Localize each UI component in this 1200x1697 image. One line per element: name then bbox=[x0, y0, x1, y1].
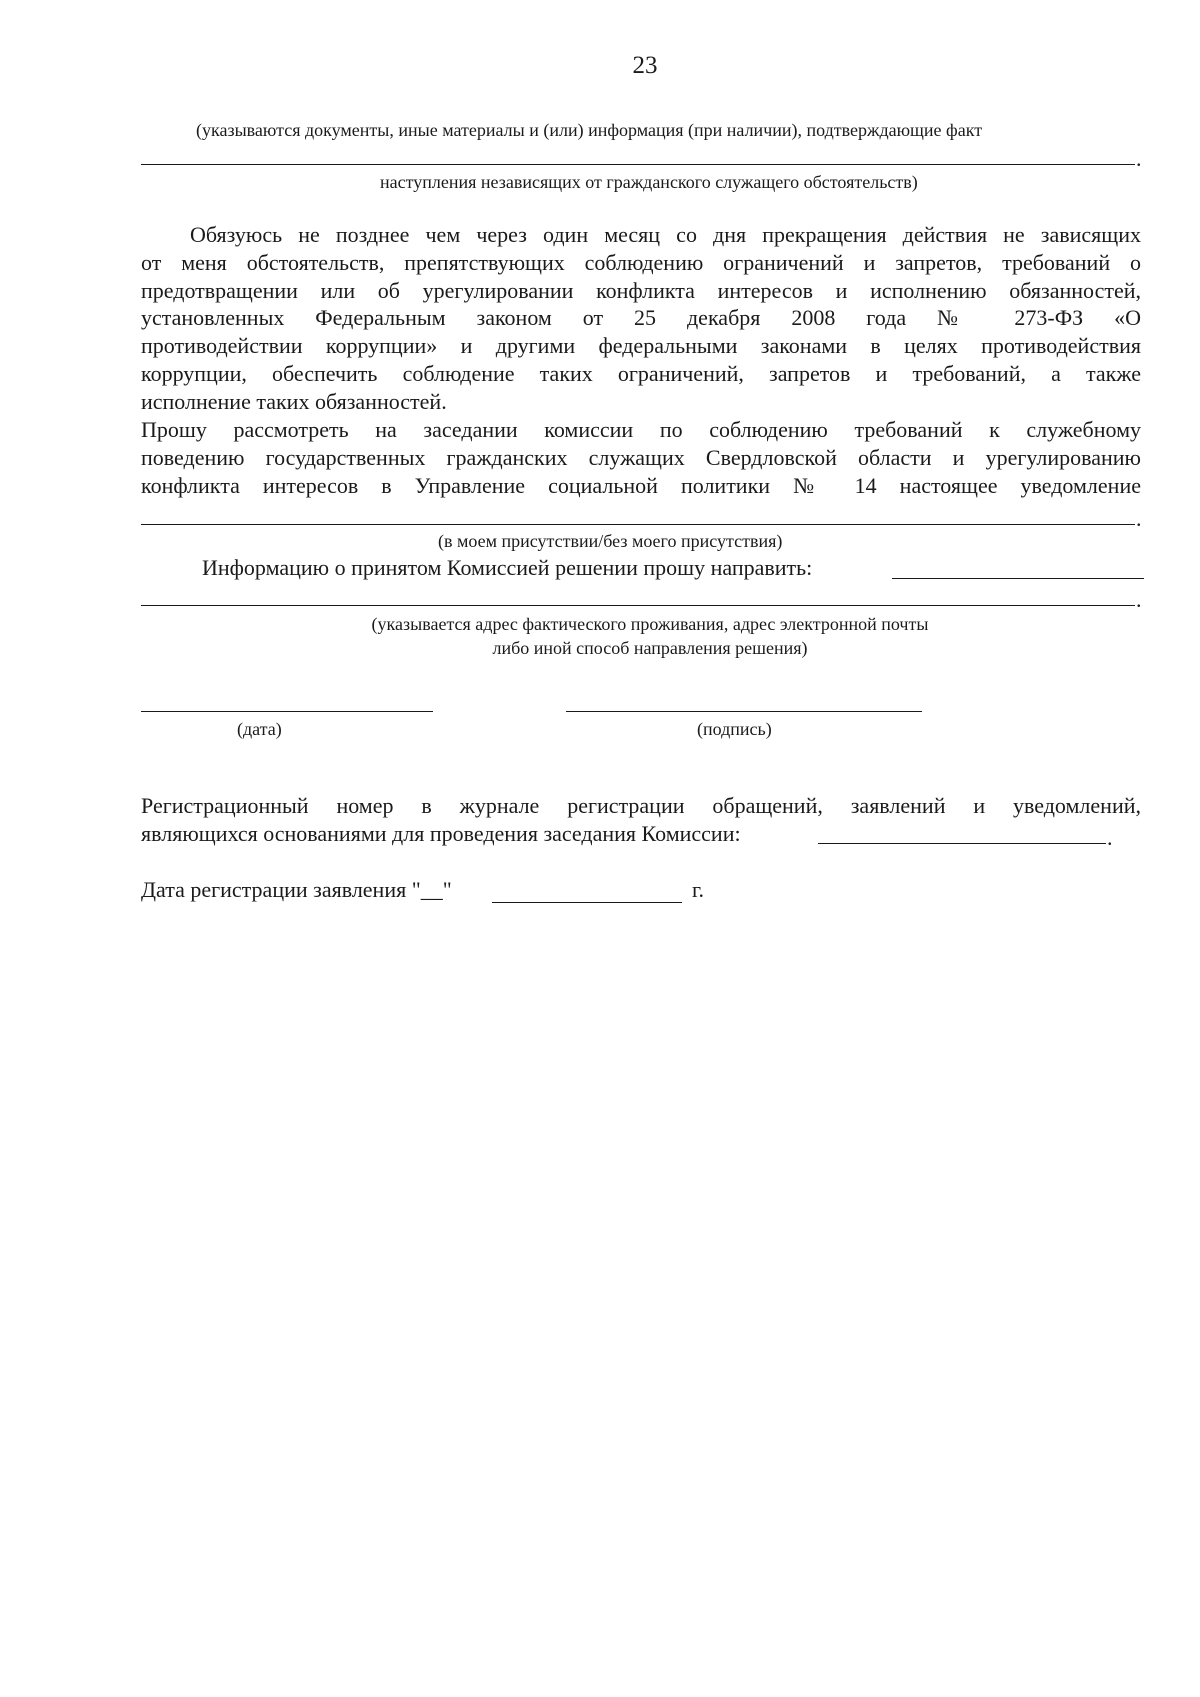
request-line: конфликта интересов в Управление социальной политики № 14 настоящее уведомление bbox=[141, 472, 1141, 498]
registration-line: являющихся основаниями для проведения заседания Комиссии: bbox=[141, 820, 741, 846]
blank-line-presence[interactable] bbox=[141, 524, 1135, 525]
obligation-line: от меня обстоятельств, препятствующих соблюдению ограничений и запретов, требований о bbox=[141, 249, 1141, 275]
decision-request: Информацию о принятом Комиссией решении прошу направить: bbox=[202, 555, 813, 580]
blank-line-registration-number[interactable] bbox=[818, 843, 1106, 844]
obligation-line: установленных Федеральным законом от 25 декабря 2008 года № 273-ФЗ «О bbox=[141, 305, 1141, 331]
caption-presence: (в моем присутствии/без моего присутствия) bbox=[438, 531, 783, 551]
page-number: 23 bbox=[632, 52, 658, 79]
hint-documents: (указываются документы, иные материалы и (или) информация (при наличии), подтверждающие факт bbox=[196, 120, 983, 140]
caption-address-2: либо иной способ направления решения) bbox=[492, 638, 808, 658]
obligation-line: исполнение таких обязанностей. bbox=[141, 388, 447, 414]
obligation-line: Обязуюсь не позднее чем через один месяц со дня прекращения действия не зависящих bbox=[190, 222, 1141, 247]
blank-line-decision[interactable] bbox=[892, 578, 1144, 579]
request-paragraph bbox=[141, 416, 1141, 499]
registration-date-label: Дата регистрации заявления "__" bbox=[141, 877, 452, 902]
registration-date-suffix: г. bbox=[692, 877, 705, 902]
caption-address-1: (указывается адрес фактического проживания, адрес электронной почты bbox=[371, 614, 929, 634]
signature-line[interactable] bbox=[566, 711, 922, 712]
blank-line-registration-date[interactable] bbox=[492, 902, 682, 903]
caption-circumstances: наступления независящих от гражданского служащего обстоятельств) bbox=[380, 172, 918, 192]
date-signature-line[interactable] bbox=[141, 711, 433, 712]
line-end-period: . bbox=[1136, 146, 1142, 171]
caption-signature: (подпись) bbox=[697, 719, 772, 739]
obligation-line: коррупции, обеспечить соблюдение таких ограничений, запретов и требований, а также bbox=[141, 360, 1141, 386]
blank-line-documents[interactable] bbox=[141, 164, 1135, 165]
blank-line-address[interactable] bbox=[141, 605, 1135, 606]
caption-date: (дата) bbox=[237, 719, 282, 739]
request-line: поведению государственных гражданских служащих Свердловской области и урегулированию bbox=[141, 444, 1141, 470]
obligation-paragraph bbox=[141, 221, 1141, 416]
line-end-period: . bbox=[1136, 587, 1142, 612]
line-end-period: . bbox=[1136, 506, 1142, 531]
registration-line: Регистрационный номер в журнале регистрации обращений, заявлений и уведомлений, bbox=[141, 793, 1141, 818]
request-line: Прошу рассмотреть на заседании комиссии по соблюдению требований к служебному bbox=[141, 417, 1141, 442]
line-end-period: . bbox=[1107, 825, 1113, 850]
obligation-line: противодействии коррупции» и другими федеральными законами в целях противодействия bbox=[141, 333, 1141, 359]
obligation-line: предотвращении или об урегулировании конфликта интересов и исполнению обязанностей, bbox=[141, 277, 1141, 303]
registration-paragraph bbox=[141, 792, 1141, 848]
